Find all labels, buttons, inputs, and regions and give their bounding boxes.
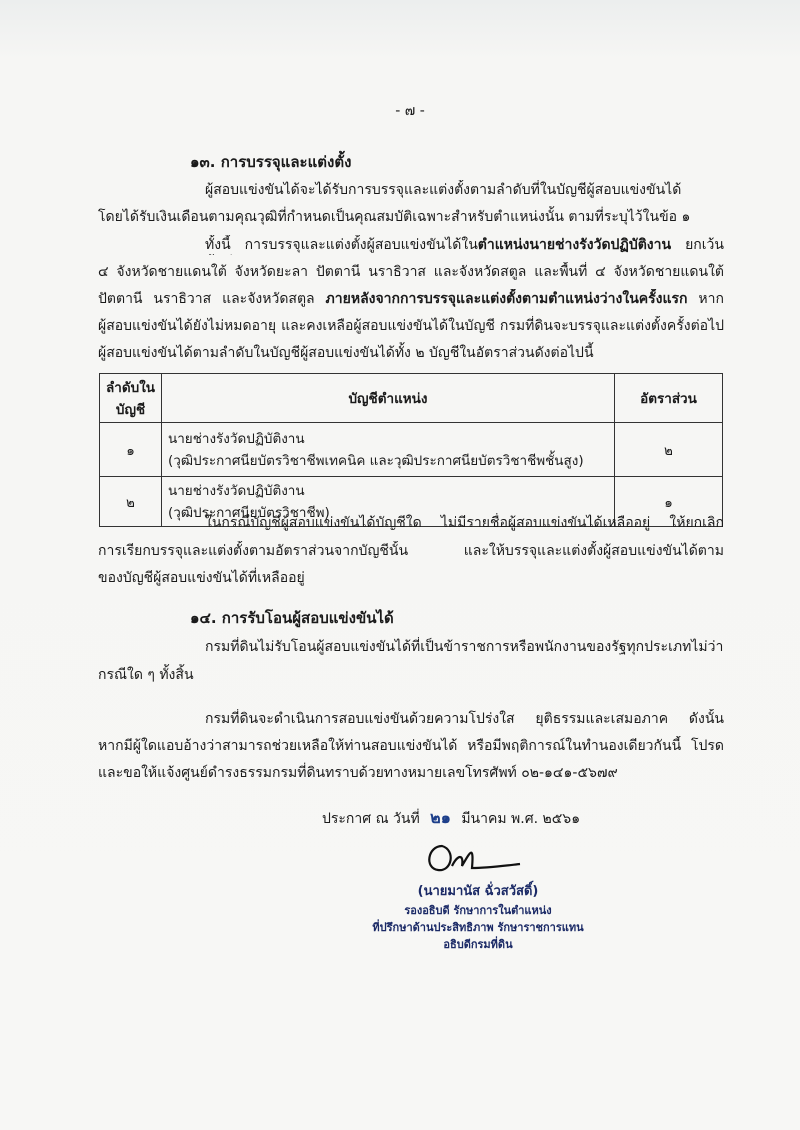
signatory-block xyxy=(338,882,618,953)
section-14-heading: ๑๔. การรับโอนผู้สอบแข่งขันได้ xyxy=(190,609,394,627)
paragraph-line xyxy=(205,513,724,533)
ratio-table xyxy=(99,373,723,527)
paragraph-line xyxy=(98,568,724,588)
text-segment: ยกเว้น xyxy=(685,237,724,253)
cell-ratio: ๒ xyxy=(615,423,723,477)
paragraph-line xyxy=(98,763,724,783)
text-segment: ปัตตานี นราธิวาส และจังหวัดสตูล xyxy=(98,291,326,307)
paragraph-line xyxy=(205,235,724,255)
text-segment: หากมีผู้ใดแอบอ้างว่าสามารถช่วยเหลือให้ท่านสอบแข่งขันได้ หรือมีพฤติการณ์ในทำนองเดียวกันนี้ โปรด xyxy=(98,738,724,754)
header-position: บัญชีตำแหน่ง xyxy=(162,374,615,423)
header-ratio: อัตราส่วน xyxy=(615,374,723,423)
text-segment: โดยได้รับเงินเดือนตามคุณวุฒิที่กำหนดเป็นคุณสมบัติเฉพาะสำหรับตำแหน่งนั้น ตามที่ระบุไว้ในข้อ ๑ xyxy=(98,209,691,225)
text-segment: ๔ จังหวัดชายแดนใต้ จังหวัดยะลา ปัตตานี นราธิวาส และจังหวัดสตูล และพื้นที่ ๔ จังหวัดชายแดนใต้ xyxy=(98,264,724,280)
text-segment: กรมที่ดินไม่รับโอนผู้สอบแข่งขันได้ที่เป็นข้าราชการหรือพนักงานของรัฐทุกประเภทไม่ว่า xyxy=(205,639,724,655)
signatory-title-2: ที่ปรึกษาด้านประสิทธิภาพ รักษาราชการแทน xyxy=(372,921,584,934)
paragraph-line xyxy=(205,637,724,657)
announcement-date xyxy=(322,806,580,831)
paragraph-line xyxy=(98,736,724,756)
bold-text: ภายหลังจากการบรรจุและแต่งตั้งตามตำแหน่งว่างในครั้งแรก xyxy=(325,291,688,307)
paragraph-line xyxy=(98,665,724,685)
position-qualification: (วุฒิประกาศนียบัตรวิชาชีพเทคนิค และวุฒิประกาศนียบัตรวิชาชีพชั้นสูง) xyxy=(168,452,584,469)
paragraph-line xyxy=(98,207,724,227)
text-segment: ผู้สอบแข่งขันได้จะได้รับการบรรจุและแต่งตั้งตามลำดับที่ในบัญชีผู้สอบแข่งขันได้ xyxy=(205,182,682,198)
paragraph-line xyxy=(98,316,724,336)
signature-image xyxy=(420,838,530,878)
date-prefix: ประกาศ ณ วันที่ xyxy=(322,811,420,827)
text-segment: กรณีใด ๆ ทั้งสิ้น xyxy=(98,667,194,683)
header-order: ลำดับในบัญชี xyxy=(100,374,162,423)
bold-text: ตำแหน่งนายช่างรังวัดปฏิบัติงาน xyxy=(477,237,672,253)
text-segment: ผู้สอบแข่งขันได้ยังไม่หมดอายุ และคงเหลือผู้สอบแข่งขันได้ในบัญชี กรมที่ดินจะบรรจุและแต่งตั้งครั้งต่อไป xyxy=(98,318,724,334)
table-row xyxy=(100,423,723,477)
text-segment: ในกรณีบัญชีผู้สอบแข่งขันได้บัญชีใด ไม่มีรายชื่อผู้สอบแข่งขันได้เหลืออยู่ ให้ยกเลิก xyxy=(205,515,724,531)
text-segment: ทั้งนี้ การบรรจุและแต่งตั้งผู้สอบแข่งขันได้ใน xyxy=(205,237,478,253)
cell-order: ๒ xyxy=(100,477,162,527)
text-segment: หาก xyxy=(698,291,724,307)
section-13-heading: ๑๓. การบรรจุและแต่งตั้ง xyxy=(190,153,352,171)
date-day: ๒๑ xyxy=(430,808,451,827)
paragraph-line xyxy=(205,709,724,729)
text-segment: ของบัญชีผู้สอบแข่งขันได้ที่เหลืออยู่ xyxy=(98,570,305,586)
position-name: นายช่างรังวัดปฏิบัติงาน xyxy=(168,482,305,499)
signatory-title-1: รองอธิบดี รักษาการในตำแหน่ง xyxy=(404,904,552,917)
text-segment: และขอให้แจ้งศูนย์ดำรงธรรมกรมที่ดินทราบด้วยทางหมายเลขโทรศัพท์ ๐๒-๑๔๑-๕๖๗๙ xyxy=(98,765,618,781)
cell-ratio: ๑ xyxy=(615,477,723,527)
paragraph-line xyxy=(98,343,724,363)
paragraph-line xyxy=(98,289,724,309)
signatory-name: (นายมานัส ฉั่วสวัสดิ์) xyxy=(417,884,539,899)
text-segment: การเรียกบรรจุและแต่งตั้งตามอัตราส่วนจากบัญชีนั้น และให้บรรจุและแต่งตั้งผู้สอบแข่งขันได้ตาม xyxy=(98,543,724,559)
signatory-title-3: อธิบดีกรมที่ดิน xyxy=(443,938,513,951)
paragraph-line xyxy=(205,180,724,200)
paragraph-line xyxy=(98,262,724,282)
position-name: นายช่างรังวัดปฏิบัติงาน xyxy=(168,430,305,447)
position-qualification: (วุฒิประกาศนียบัตรวิชาชีพ) xyxy=(168,504,330,521)
paragraph-line xyxy=(98,541,724,561)
text-segment: ผู้สอบแข่งขันได้ตามลำดับในบัญชีผู้สอบแข่งขันได้ทั้ง ๒ บัญชีในอัตราส่วนดังต่อไปนี้ xyxy=(98,345,594,361)
cell-position xyxy=(162,423,615,477)
date-month-year: มีนาคม พ.ศ. ๒๕๖๑ xyxy=(461,811,581,827)
text-segment: กรมที่ดินจะดำเนินการสอบแข่งขันด้วยความโปร่งใส ยุติธรรมและเสมอภาค ดังนั้น xyxy=(205,711,724,727)
page-number: - ๗ - xyxy=(395,103,425,119)
table-header-row xyxy=(100,374,723,423)
cell-order: ๑ xyxy=(100,423,162,477)
